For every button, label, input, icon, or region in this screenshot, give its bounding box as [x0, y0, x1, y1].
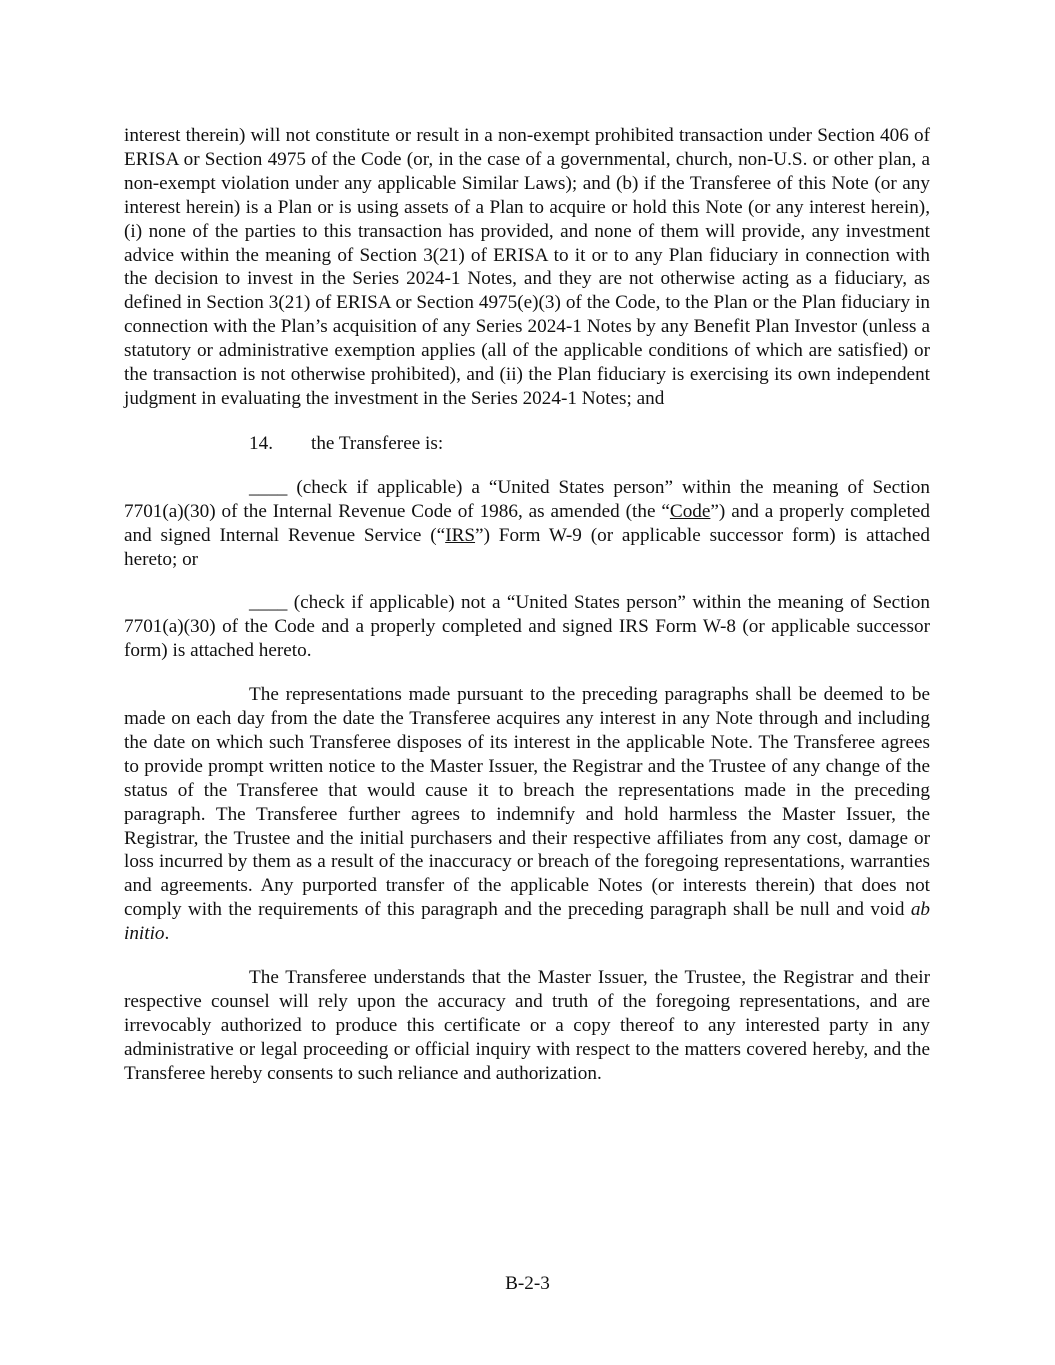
paragraph-representations	[124, 683, 930, 946]
item-14	[124, 432, 930, 456]
option-us-blank: ____	[249, 476, 288, 498]
irs-defined-term: IRS	[445, 524, 476, 546]
item-14-number: 14.	[249, 432, 273, 454]
representations-text: The representations made pursuant to the preceding paragraphs shall be deemed to be made on each day from the date the Transferee acquires any interest in any Note through and including the date on which such Transferee disposes of its interest in the applicable Note. The Transferee agrees to provide prompt written notice to the Master Issuer, the Registrar and the Trustee of any change of the status of the Transferee that would cause it to breach the representations made in the preceding paragraph. The Transferee further agrees to indemnify and hold harmless the Master Issuer, the Registrar, the Trustee and the initial purchasers and their respective affiliates from any cost, damage or loss incurred by them as a result of the inaccuracy or breach of the foregoing representations, warranties and agreements. Any purported transfer of the applicable Notes (or interests therein) that does not comply with the requirements of this paragraph and the preceding paragraph shall be null and void	[124, 684, 930, 921]
option-us-text-3: ”) Form W-9 (or applicable successor form) is attached hereto; or	[124, 524, 931, 570]
document-body	[124, 124, 930, 1106]
representations-end: .	[164, 923, 170, 945]
option-us-text-1: (check if applicable) a “United States person” within the meaning of Section 7701(a)(30) of the Internal Revenue Code of 1986, as amended (the “	[124, 476, 930, 522]
option-us-text-2: ”) and a properly completed and signed Internal Revenue Service (“	[124, 500, 931, 546]
paragraph-reliance: The Transferee understands that the Master Issuer, the Trustee, the Registrar and their respective counsel will rely upon the accuracy and truth of the foregoing representations, and are irrevocably authorized to produce this certificate or a copy thereof to any interested party in any administrative or legal proceeding or official inquiry with respect to the matters covered hereby, and the Transferee hereby consents to such reliance and authorization.	[124, 967, 930, 1084]
option-united-states-person	[124, 476, 930, 572]
option-non-us-text: (check if applicable) not a “United States person” within the meaning of Section 7701(a)(30) of the Code and a properly completed and signed IRS Form W-8 (or applicable successor form) is attached hereto.	[124, 592, 930, 662]
option-non-united-states-person	[124, 591, 930, 663]
option-non-us-blank: ____	[249, 592, 288, 614]
item-14-text: the Transferee is:	[311, 432, 444, 454]
ab-initio-italic: ab initio	[124, 899, 930, 945]
paragraph-continuation: interest therein) will not constitute or result in a non-exempt prohibited transaction under Section 406 of ERISA or Section 4975 of the Code (or, in the case of a governmental, church, non-U.S. or other plan, a non-exempt violation under any applicable Similar Laws); and (b) if the Transferee of this Note (or any interest herein) is a Plan or is using assets of a Plan to acquire or hold this Note (or any interest herein), (i) none of the parties to this transaction has provided, and none of them will provide, any investment advice within the meaning of Section 3(21) of ERISA to it or to any Plan fiduciary in connection with the decision to invest in the Series 2024-1 Notes, and they are not otherwise acting as a fiduciary, as defined in Section 3(21) of ERISA or Section 4975(e)(3) of the Code, to the Plan or the Plan fiduciary in connection with the Plan’s acquisition of any Series 2024-1 Notes by any Benefit Plan Investor (unless a statutory or administrative exemption applies (all of the applicable conditions of which are satisfied) or the transaction is not otherwise prohibited), and (ii) the Plan fiduciary is exercising its own independent judgment in evaluating the investment in the Series 2024-1 Notes; and	[124, 125, 930, 409]
page-number: B-2-3	[505, 1273, 550, 1294]
code-defined-term: Code	[669, 500, 711, 522]
